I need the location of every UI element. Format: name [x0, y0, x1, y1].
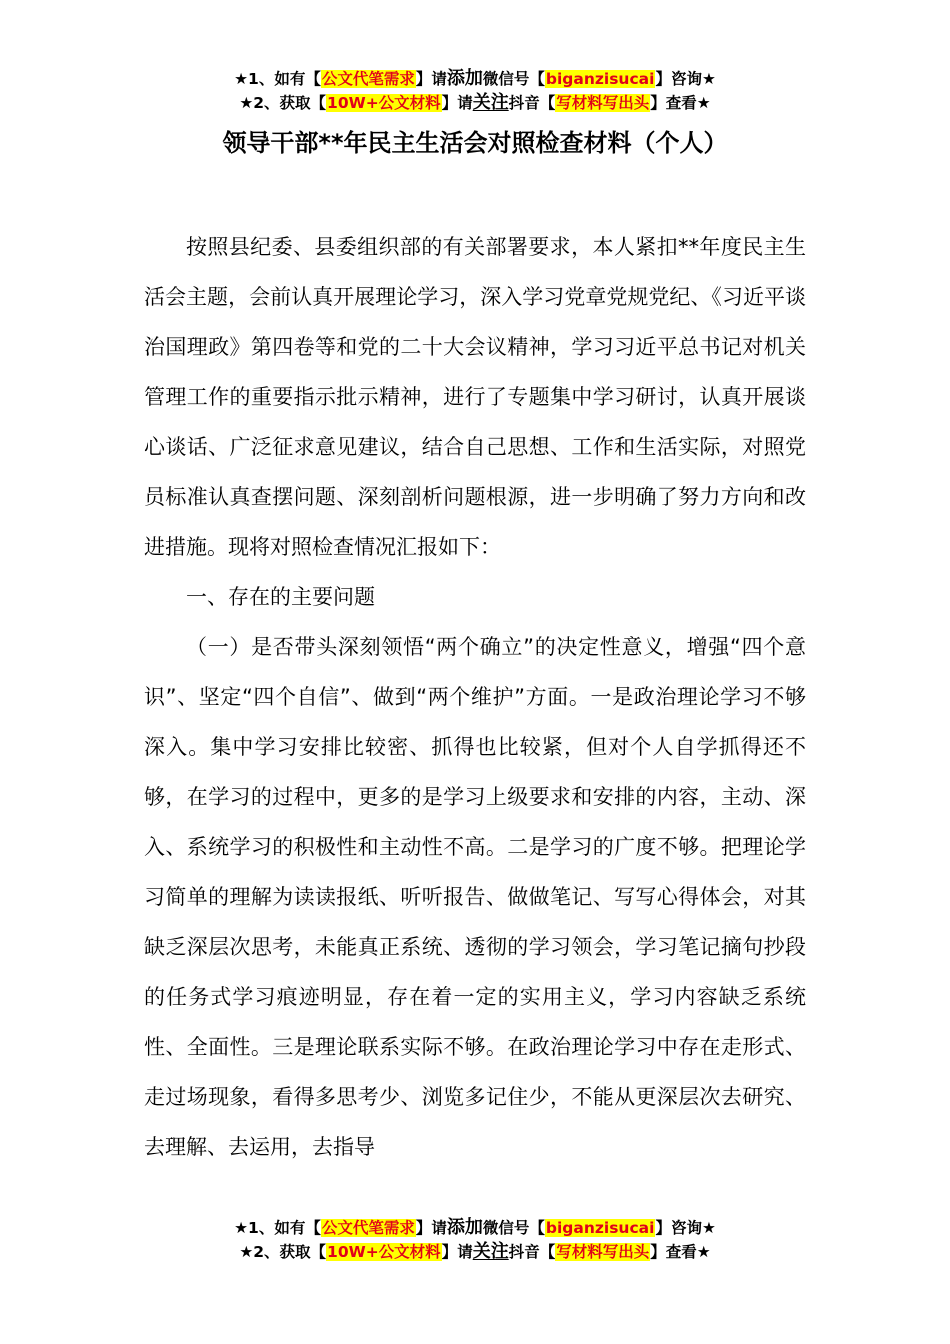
promo-text: 】查看★	[650, 94, 711, 112]
promo-text: ★2、获取【	[239, 1243, 327, 1261]
promo-text: 微信号【	[482, 1219, 545, 1237]
promo-text: 抖音【	[508, 1243, 556, 1261]
promo-highlight: 10W+公文材料	[327, 1243, 441, 1261]
promo-text: ★2、获取【	[239, 94, 327, 112]
promo-text: 】请	[415, 1219, 447, 1237]
section-heading: 一、存在的主要问题	[186, 585, 375, 609]
promo-wechat-id: biganzisucai	[545, 70, 655, 88]
document-title: 领导干部**年民主生活会对照检查材料（个人）	[222, 129, 728, 157]
promo-text: 】请	[441, 94, 473, 112]
intro-paragraph: 按照县纪委、县委组织部的有关部署要求，本人紧扣**年度民主生活会主题，会前认真开展理论学习，深入学习党章党规党纪、《习近平谈治国理政》第四卷等和党的二十大会议精神，学习习近平总书记对机关管理工作的重要指示批示精神，进行了专题集中学习研讨，认真开展谈心谈话、广泛征求意见建议，结合自己思想、工作和生活实际，对照党员标准认真查摆问题、深刻剖析问题根源，进一步明确了努力方向和改进措施。现将对照检查情况汇报如下：	[144, 235, 806, 559]
promo-douyin-id: 写材料写出头	[556, 1243, 650, 1261]
promo-douyin-id: 写材料写出头	[556, 94, 650, 112]
promo-line-1	[0, 1216, 950, 1240]
promo-text: 】请	[441, 1243, 473, 1261]
promo-text: 】请	[415, 70, 447, 88]
promo-highlight: 公文代笔需求	[321, 1219, 415, 1237]
promo-text: 】咨询★	[655, 1219, 716, 1237]
document-body	[144, 222, 806, 1172]
promo-line-2	[0, 91, 950, 115]
promo-highlight: 公文代笔需求	[321, 70, 415, 88]
promo-text: 】咨询★	[655, 70, 716, 88]
promo-emphasis: 关注	[472, 92, 509, 113]
promo-line-1	[0, 67, 950, 91]
promo-text: 】查看★	[650, 1243, 711, 1261]
promo-line-2	[0, 1240, 950, 1264]
promo-emphasis: 关注	[472, 1241, 509, 1262]
promo-wechat-id: biganzisucai	[545, 1219, 655, 1237]
promo-text: 微信号【	[482, 70, 545, 88]
promo-emphasis: 添加	[446, 68, 483, 89]
promo-banner-top	[0, 67, 950, 115]
promo-text: ★1、如有【	[234, 1219, 321, 1237]
body-paragraph: （一）是否带头深刻领悟“两个确立”的决定性意义，增强“四个意识”、坚定“四个自信”、做到“两个维护”方面。一是政治理论学习不够深入。集中学习安排比较密、抓得也比较紧，但对个人自学抓得还不够，在学习的过程中，更多的是学习上级要求和安排的内容，主动、深入、系统学习的积极性和主动性不高。二是学习的广度不够。把理论学习简单的理解为读读报纸、听听报告、做做笔记、写写心得体会，对其缺乏深层次思考，未能真正系统、透彻的学习领会，学习笔记摘句抄段的任务式学习痕迹明显，存在着一定的实用主义，学习内容缺乏系统性、全面性。三是理论联系实际不够。在政治理论学习中存在走形式、走过场现象，看得多思考少、浏览多记住少，不能从更深层次去研究、去理解、去运用，去指导	[144, 635, 806, 1159]
promo-emphasis: 添加	[446, 1217, 483, 1238]
promo-banner-bottom	[0, 1216, 950, 1264]
promo-text: 抖音【	[508, 94, 556, 112]
promo-text: ★1、如有【	[234, 70, 321, 88]
promo-highlight: 10W+公文材料	[327, 94, 441, 112]
